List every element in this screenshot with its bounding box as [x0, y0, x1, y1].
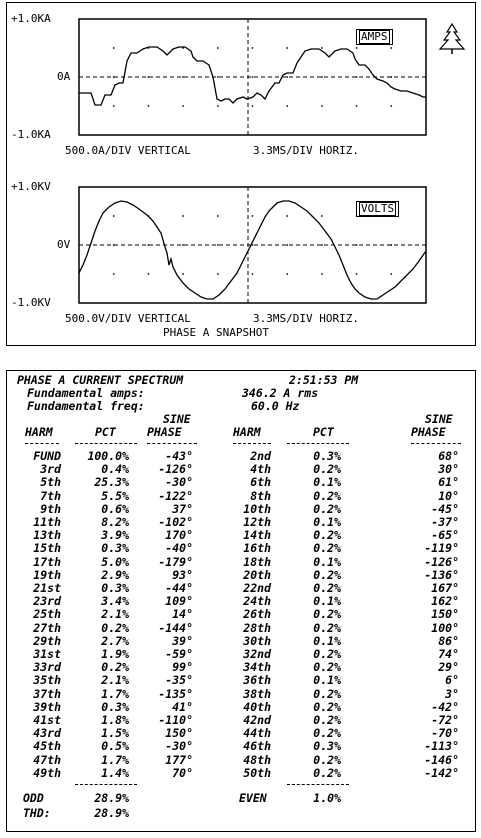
grid-dot [356, 273, 358, 275]
harmonic-order: 9th [40, 501, 61, 516]
total-rule [287, 784, 349, 785]
grid-dot [356, 47, 358, 49]
harmonic-phase: -40° [165, 541, 193, 556]
header-rule [25, 443, 59, 444]
harmonic-order: 37th [33, 686, 61, 701]
harmonic-order: 27th [33, 620, 61, 635]
harmonic-order: 41st [33, 713, 61, 727]
current-zero-label: 0A [57, 70, 71, 83]
voltage-horizontal-scale: 3.3MS/DIV HORIZ. [253, 312, 359, 325]
harmonic-order: 42nd [243, 713, 271, 727]
harmonic-phase: -45° [431, 501, 459, 516]
grid-dot [113, 273, 115, 275]
grid-dot [182, 76, 184, 78]
grid-dot [286, 105, 288, 107]
sine-header-left: SINE [163, 412, 191, 426]
scope-snapshot-panel [6, 2, 476, 346]
harmonic-percent: 1.7% [101, 752, 129, 767]
harmonic-order: 10th [243, 501, 271, 516]
harmonic-order: 22nd [243, 581, 271, 595]
harmonic-phase: -37° [431, 515, 459, 529]
grid-dot [391, 47, 393, 49]
grid-dot [286, 215, 288, 217]
harmonic-order: 44th [243, 726, 271, 741]
amps-channel-label: AMPS [356, 29, 393, 45]
harmonic-phase: 61° [438, 475, 459, 490]
harmonic-percent: 0.2% [313, 581, 341, 595]
fundamental-freq-label: Fundamental freq: [27, 399, 145, 413]
harmonic-phase: 39° [172, 633, 193, 648]
harmonic-order: 5th [40, 475, 61, 490]
grid-dot [217, 105, 219, 107]
current-spectrum-panel [6, 370, 476, 832]
harmonic-order: 35th [33, 673, 61, 688]
header-rule [75, 443, 137, 444]
sine-header-right: SINE [425, 412, 453, 426]
harmonic-percent: 0.1% [313, 515, 341, 529]
harmonic-order: 23rd [33, 594, 61, 609]
harmonic-percent: 0.3% [101, 541, 129, 556]
grid-dot [286, 47, 288, 49]
harmonic-percent: 0.5% [101, 739, 129, 754]
harmonic-percent: 0.1% [313, 633, 341, 648]
harmonic-phase: -35° [165, 673, 193, 688]
harmonic-phase: -102° [158, 515, 193, 529]
harmonic-order: 18th [243, 554, 271, 569]
harmonic-phase: -43° [165, 449, 193, 463]
harmonic-percent: 0.3% [101, 699, 129, 714]
current-horizontal-scale: 3.3MS/DIV HORIZ. [253, 144, 359, 157]
harmonic-phase: -122° [158, 488, 193, 503]
harmonic-percent: 100.0% [87, 449, 129, 463]
snapshot-caption: PHASE A SNAPSHOT [163, 326, 269, 339]
grid-dot [321, 273, 323, 275]
thd-label: THD: [23, 806, 51, 820]
harmonic-order: 20th [243, 567, 271, 582]
harmonic-percent: 0.2% [313, 713, 341, 727]
harmonic-percent: 0.2% [313, 607, 341, 622]
harmonic-percent: 0.1% [313, 475, 341, 490]
harmonic-phase: -72° [431, 713, 459, 727]
harmonic-phase: -144° [158, 620, 193, 635]
tree-logo-icon [437, 22, 467, 56]
harmonic-order: 24th [243, 594, 271, 609]
harmonic-phase: 37° [172, 501, 193, 516]
even-value: 1.0% [313, 791, 341, 805]
harmonic-phase: 170° [165, 528, 193, 543]
harmonic-phase: -42° [431, 699, 459, 714]
grid-dot [356, 244, 358, 246]
harmonic-percent: 1.8% [101, 713, 129, 727]
harmonic-order: 43rd [33, 726, 61, 741]
grid-dot [321, 215, 323, 217]
harmonic-order: 38th [243, 686, 271, 701]
grid-dot [182, 273, 184, 275]
grid-dot [286, 244, 288, 246]
even-label: EVEN [239, 791, 267, 805]
harmonic-phase: 150° [165, 726, 193, 741]
harmonic-phase: 93° [172, 567, 193, 582]
grid-dot [113, 105, 115, 107]
harmonic-percent: 2.1% [101, 673, 129, 688]
grid-dot [252, 76, 254, 78]
volts-channel-label: VOLTS [356, 201, 399, 217]
harmonic-percent: 1.7% [101, 686, 129, 701]
grid-dot [148, 105, 150, 107]
harmonic-percent: 0.1% [313, 673, 341, 688]
harmonic-phase: -146° [424, 752, 459, 767]
grid-dot [391, 105, 393, 107]
harmonic-order: 7th [40, 488, 61, 503]
harmonic-order: 4th [250, 462, 271, 477]
phase-header-left: PHASE [147, 425, 182, 439]
odd-label: ODD [23, 791, 44, 805]
harmonic-percent: 0.2% [313, 686, 341, 701]
harmonic-order: 49th [33, 765, 61, 780]
thd-value: 28.9% [94, 806, 129, 820]
harmonic-percent: 0.2% [313, 699, 341, 714]
harmonic-order: 34th [243, 660, 271, 675]
fundamental-amps-label: Fundamental amps: [27, 386, 145, 400]
harmonic-phase: 162° [431, 594, 459, 609]
fundamental-amps-value: 346.2 A rms [242, 386, 319, 400]
grid-dot [217, 47, 219, 49]
header-rule [287, 443, 349, 444]
harmonic-order: 48th [243, 752, 271, 767]
harmonic-phase: 109° [165, 594, 193, 609]
harmonic-order: 39th [33, 699, 61, 714]
harmonic-percent: 5.0% [101, 554, 129, 569]
harmonic-order: 15th [33, 541, 61, 556]
harmonic-phase: -110° [158, 713, 193, 727]
grid-dot [321, 76, 323, 78]
harmonic-percent: 1.9% [101, 647, 129, 661]
harmonic-order: 13th [33, 528, 61, 543]
header-rule [411, 443, 461, 444]
harmonic-percent: 0.2% [313, 765, 341, 780]
grid-dot [356, 76, 358, 78]
harmonic-phase: -70° [431, 726, 459, 741]
harmonic-phase: -30° [165, 475, 193, 490]
harmonic-percent: 2.9% [101, 567, 129, 582]
harmonic-percent: 3.4% [101, 594, 129, 609]
grid-dot [148, 244, 150, 246]
harmonic-phase: -126° [158, 462, 193, 477]
harmonic-order: 3rd [40, 462, 61, 477]
harmonic-order: 29th [33, 633, 61, 648]
grid-dot [252, 273, 254, 275]
harmonic-phase: -142° [424, 765, 459, 780]
harmonic-phase: 150° [431, 607, 459, 622]
harmonic-order: 25th [33, 607, 61, 622]
grid-dot [321, 244, 323, 246]
harmonic-percent: 2.1% [101, 607, 129, 622]
harmonic-phase: 6° [445, 673, 459, 688]
harmonic-phase: 10° [438, 488, 459, 503]
harmonic-percent: 3.9% [101, 528, 129, 543]
harm-header-left: HARM [25, 425, 53, 439]
harmonic-phase: 99° [172, 660, 193, 675]
harmonic-phase: -65° [431, 528, 459, 543]
spectrum-time: 2:51:53 PM [289, 373, 359, 387]
harmonic-order: 14th [243, 528, 271, 543]
harmonic-percent: 0.2% [313, 501, 341, 516]
grid-dot [182, 244, 184, 246]
current-top-scale-label: +1.0KA [11, 12, 51, 25]
harmonic-percent: 0.2% [313, 567, 341, 582]
harmonic-percent: 0.2% [101, 620, 129, 635]
harmonic-percent: 0.1% [313, 594, 341, 609]
pct-header-left: PCT [95, 425, 116, 439]
grid-dot [148, 76, 150, 78]
grid-dot [113, 244, 115, 246]
harmonic-order: 11th [33, 515, 61, 529]
harmonic-phase: -126° [424, 554, 459, 569]
harmonic-phase: -30° [165, 739, 193, 754]
harmonic-percent: 1.5% [101, 726, 129, 741]
harmonic-phase: 29° [438, 660, 459, 675]
header-rule [233, 443, 271, 444]
grid-dot [252, 47, 254, 49]
harmonic-phase: 177° [165, 752, 193, 767]
voltage-top-scale-label: +1.0KV [11, 180, 51, 193]
current-bottom-scale-label: -1.0KA [11, 128, 51, 141]
harm-header-right: HARM [233, 425, 261, 439]
harmonic-phase: 86° [438, 633, 459, 648]
harmonic-percent: 0.2% [313, 488, 341, 503]
harmonic-percent: 0.4% [101, 462, 129, 477]
grid-dot [113, 47, 115, 49]
harmonic-order: 30th [243, 633, 271, 648]
voltage-vertical-scale: 500.0V/DIV VERTICAL [65, 312, 191, 325]
harmonic-percent: 5.5% [101, 488, 129, 503]
grid-dot [286, 76, 288, 78]
harmonic-order: 31st [33, 647, 61, 661]
grid-dot [391, 76, 393, 78]
grid-dot [217, 76, 219, 78]
grid-dot [321, 47, 323, 49]
harmonic-phase: 14° [172, 607, 193, 622]
harmonic-percent: 2.7% [101, 633, 129, 648]
grid-dot [286, 273, 288, 275]
harmonic-phase: 74° [438, 647, 459, 661]
harmonic-phase: -119° [424, 541, 459, 556]
harmonic-order: 28th [243, 620, 271, 635]
grid-dot [182, 215, 184, 217]
harmonic-phase: -135° [158, 686, 193, 701]
spectrum-title: PHASE A CURRENT SPECTRUM [17, 373, 184, 387]
harmonic-order: 6th [250, 475, 271, 490]
harmonic-percent: 0.2% [313, 726, 341, 741]
harmonic-percent: 0.6% [101, 501, 129, 516]
harmonic-phase: 70° [172, 765, 193, 780]
harmonic-percent: 0.2% [313, 541, 341, 556]
harmonic-percent: 0.2% [313, 620, 341, 635]
harmonic-order: 33rd [33, 660, 61, 675]
current-vertical-scale: 500.0A/DIV VERTICAL [65, 144, 191, 157]
harmonic-order: 19th [33, 567, 61, 582]
harmonic-percent: 25.3% [94, 475, 129, 490]
harmonic-percent: 0.1% [313, 554, 341, 569]
harmonic-percent: 0.2% [313, 647, 341, 661]
harmonic-phase: 68° [438, 449, 459, 463]
harmonic-percent: 0.3% [313, 449, 341, 463]
harmonic-percent: 1.4% [101, 765, 129, 780]
harmonic-order: 17th [33, 554, 61, 569]
harmonic-order: 32nd [243, 647, 271, 661]
grid-dot [148, 273, 150, 275]
harmonic-phase: 30° [438, 462, 459, 477]
phase-header-right: PHASE [411, 425, 446, 439]
harmonic-percent: 0.2% [313, 528, 341, 543]
harmonic-phase: -179° [158, 554, 193, 569]
harmonic-phase: 41° [172, 699, 193, 714]
harmonic-order: 36th [243, 673, 271, 688]
grid-dot [252, 215, 254, 217]
grid-dot [217, 215, 219, 217]
harmonic-phase: 100° [431, 620, 459, 635]
voltage-bottom-scale-label: -1.0KV [11, 296, 51, 309]
grid-dot [182, 105, 184, 107]
harmonic-order: 16th [243, 541, 271, 556]
harmonic-phase: -59° [165, 647, 193, 661]
harmonic-phase: -136° [424, 567, 459, 582]
harmonic-order: 50th [243, 765, 271, 780]
grid-dot [217, 244, 219, 246]
grid-dot [391, 244, 393, 246]
harmonic-percent: 0.2% [313, 752, 341, 767]
scope-graticule [7, 3, 474, 344]
harmonic-percent: 0.2% [313, 660, 341, 675]
voltage-zero-label: 0V [57, 238, 71, 251]
harmonic-percent: 0.3% [313, 739, 341, 754]
harmonic-order: 45th [33, 739, 61, 754]
harmonic-order: 2nd [250, 449, 271, 463]
harmonic-percent: 0.2% [313, 462, 341, 477]
grid-dot [391, 273, 393, 275]
harmonic-percent: 8.2% [101, 515, 129, 529]
pct-header-right: PCT [313, 425, 334, 439]
harmonic-phase: -113° [424, 739, 459, 754]
total-rule [75, 784, 137, 785]
fundamental-freq-value: 60.0 Hz [251, 399, 300, 413]
harmonic-order: 40th [243, 699, 271, 714]
harmonic-order: 47th [33, 752, 61, 767]
grid-dot [356, 105, 358, 107]
harmonic-order: 46th [243, 739, 271, 754]
grid-dot [252, 105, 254, 107]
harmonic-order: 21st [33, 581, 61, 595]
harmonic-phase: 3° [445, 686, 459, 701]
harmonic-order: 12th [243, 515, 271, 529]
harmonic-phase: -44° [165, 581, 193, 595]
harmonic-order: 26th [243, 607, 271, 622]
harmonic-percent: 0.3% [101, 581, 129, 595]
grid-dot [321, 105, 323, 107]
odd-value: 28.9% [94, 791, 129, 805]
grid-dot [113, 76, 115, 78]
grid-dot [113, 215, 115, 217]
grid-dot [217, 273, 219, 275]
harmonic-order: 8th [250, 488, 271, 503]
harmonic-order: FUND [33, 449, 61, 463]
harmonic-phase: 167° [431, 581, 459, 595]
harmonic-percent: 0.2% [101, 660, 129, 675]
header-rule [147, 443, 197, 444]
current-waveform [79, 47, 426, 105]
